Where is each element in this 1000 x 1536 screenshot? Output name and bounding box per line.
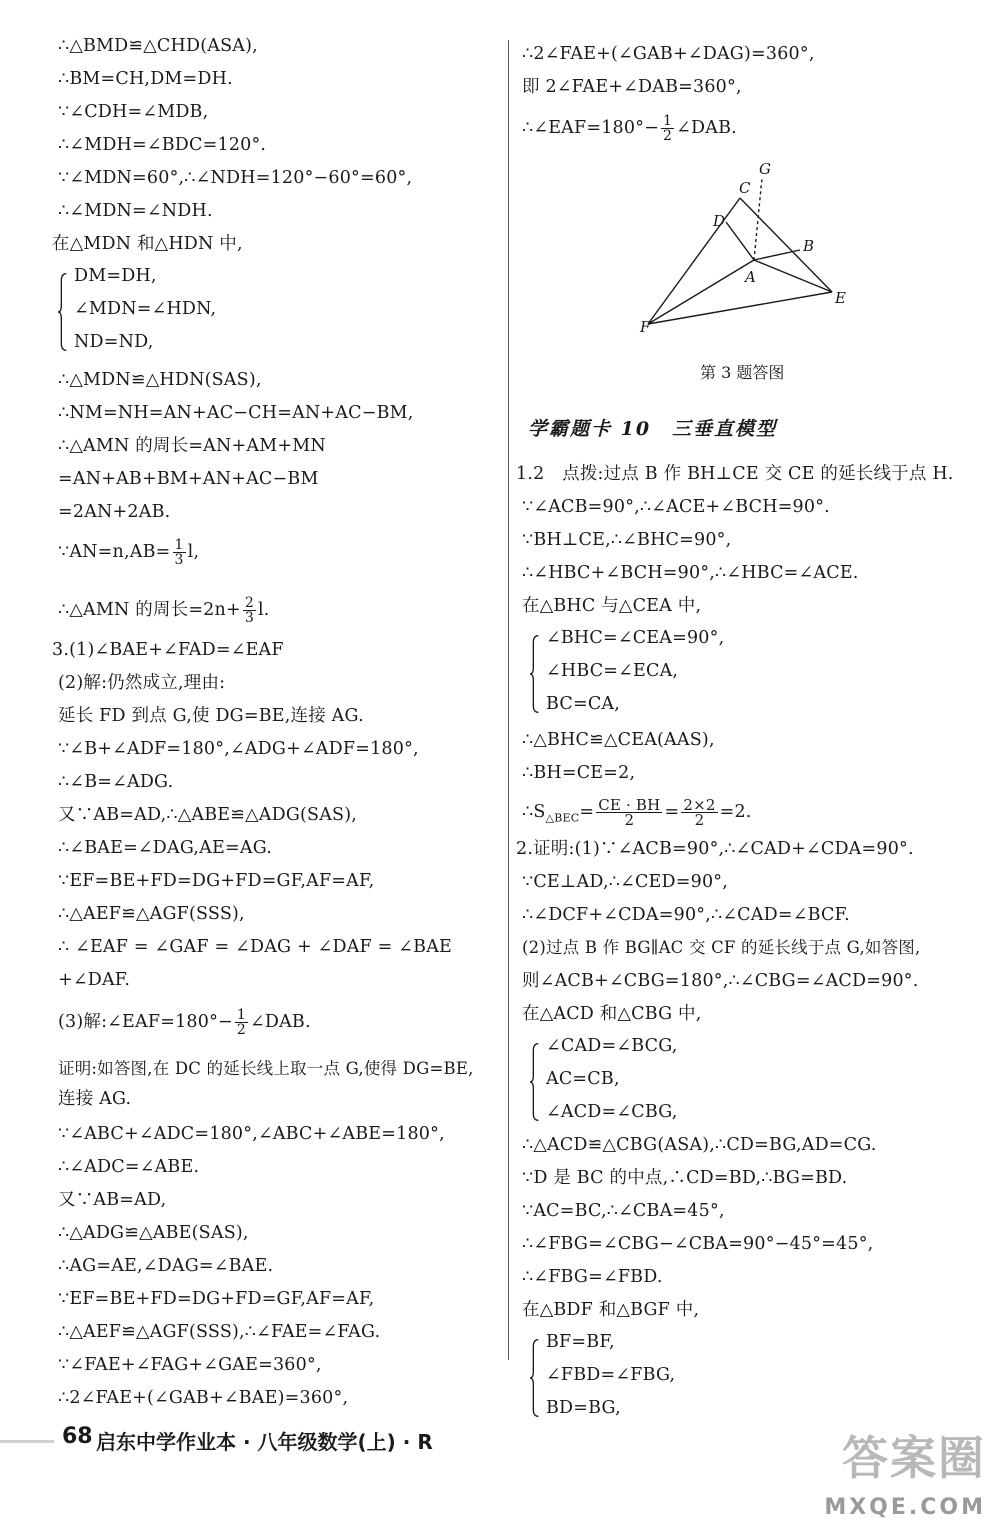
question-line: 1.2 点拨:过点 B 作 BH⊥CE 交 CE 的延长线于点 H. bbox=[516, 464, 954, 484]
fraction bbox=[661, 114, 674, 143]
label-A: A bbox=[745, 268, 756, 286]
label-C: C bbox=[739, 179, 751, 197]
text-line: ∴∠FBG=∠FBD. bbox=[522, 1267, 663, 1287]
text-line: (2)过点 B 作 BG∥AC 交 CF 的延长线于点 G,如答图, bbox=[522, 938, 921, 957]
text-line: ∴ ∠EAF = ∠GAF = ∠DAG + ∠DAF = ∠BAE bbox=[58, 937, 453, 957]
text-line: =AN+AB+BM+AN+AC−BM bbox=[58, 469, 319, 489]
text-line: 在△MDN 和△HDN 中, bbox=[52, 234, 243, 254]
text-line: ∴NM=NH=AN+AC−CH=AN+AC−BM, bbox=[58, 403, 414, 423]
left-brace-icon bbox=[530, 626, 540, 722]
numerator: 1 bbox=[663, 113, 673, 129]
page-number: 68 bbox=[62, 1424, 93, 1449]
text-line: ∵EF=BE+FD=DG+FD=GF,AF=AF, bbox=[58, 871, 375, 891]
numerator: 2×2 bbox=[683, 796, 716, 814]
text-segment: = bbox=[664, 802, 680, 822]
label-F: F bbox=[640, 318, 651, 336]
text-line: ∵∠FAE+∠FAG+∠GAE=360°, bbox=[58, 1355, 322, 1375]
denominator: 2 bbox=[663, 128, 673, 144]
numerator: CE · BH bbox=[598, 796, 661, 814]
text-segment: (3)解:∠EAF=180°− bbox=[58, 1012, 233, 1032]
book-title: 启东中学作业本 · 八年级数学(上) · R bbox=[96, 1430, 433, 1454]
fraction-line bbox=[58, 596, 270, 625]
fraction-line bbox=[522, 114, 737, 143]
column-divider bbox=[508, 40, 509, 1360]
text-line: ∴∠DCF+∠CDA=90°,∴∠CAD=∠BCF. bbox=[522, 905, 850, 925]
section-title: 学霸题卡 10 三垂直模型 bbox=[528, 418, 778, 440]
fraction-line bbox=[58, 538, 199, 567]
text-line: ∴2∠FAE+(∠GAB+∠BAE)=360°, bbox=[58, 1388, 349, 1408]
system-line: AC=CB, bbox=[546, 1069, 620, 1089]
text-line: ∵∠MDN=60°,∴∠NDH=120°−60°=60°, bbox=[58, 168, 413, 188]
text-segment: =2. bbox=[719, 802, 752, 822]
segment-CF bbox=[648, 198, 740, 324]
system-line: ∠MDN=∠HDN, bbox=[74, 299, 217, 319]
text-line: ∵CE⊥AD,∴∠CED=90°, bbox=[522, 872, 729, 892]
text-line: ∴△BMD≌△CHD(ASA), bbox=[58, 36, 258, 56]
text-line: ∵BH⊥CE,∴∠BHC=90°, bbox=[522, 530, 732, 550]
geometry-figure bbox=[630, 160, 870, 340]
text-line: (2)解:仍然成立,理由: bbox=[58, 673, 226, 693]
system-line: ∠CAD=∠BCG, bbox=[546, 1036, 678, 1056]
text-segment: ∴△AMN 的周长=2n+ bbox=[58, 600, 241, 620]
text-line: 又∵AB=AD, bbox=[58, 1190, 167, 1210]
text-line: ∴∠BAE=∠DAG,AE=AG. bbox=[58, 838, 273, 858]
label-B: B bbox=[803, 237, 815, 255]
fraction bbox=[596, 798, 662, 827]
text-line: =2AN+2AB. bbox=[58, 502, 171, 522]
segment-AB bbox=[754, 250, 800, 260]
text-line: +∠DAF. bbox=[58, 970, 131, 990]
system-line: ∠FBD=∠FBG, bbox=[546, 1365, 676, 1385]
text-segment: ∠DAB. bbox=[676, 118, 737, 138]
system-line: ∠HBC=∠ECA, bbox=[546, 661, 679, 681]
text-line: ∵∠CDH=∠MDB, bbox=[58, 102, 209, 122]
numerator: 1 bbox=[174, 537, 184, 553]
system-line: ∠BHC=∠CEA=90°, bbox=[546, 628, 725, 648]
text-line: ∵D 是 BC 的中点,∴CD=BD,∴BG=BD. bbox=[522, 1168, 848, 1188]
text-line: 在△BDF 和△BGF 中, bbox=[522, 1300, 700, 1320]
text-segment: ∴S bbox=[522, 802, 546, 822]
fraction bbox=[173, 538, 186, 567]
text-segment: ∴∠EAF=180°− bbox=[522, 118, 660, 138]
text-line: 则∠ACB+∠CBG=180°,∴∠CBG=∠ACD=90°. bbox=[522, 971, 919, 991]
segment-AE bbox=[754, 260, 832, 292]
text-line: ∴△BHC≌△CEA(AAS), bbox=[522, 730, 715, 750]
question-line: 2.证明:(1)∵∠ACB=90°,∴∠CAD+∠CDA=90°. bbox=[516, 839, 914, 859]
equation-system bbox=[530, 1330, 830, 1428]
text-line: ∴∠ADC=∠ABE. bbox=[58, 1157, 200, 1177]
watermark-url: MXQE.COM bbox=[824, 1495, 986, 1520]
numerator: 1 bbox=[236, 1007, 246, 1023]
text-line: ∴∠HBC+∠BCH=90°,∴∠HBC=∠ACE. bbox=[522, 563, 859, 583]
text-line: ∴∠MDN=∠NDH. bbox=[58, 201, 213, 221]
text-line: 延长 FD 到点 G,使 DG=BE,连接 AG. bbox=[58, 706, 364, 726]
text-segment: ∠DAB. bbox=[250, 1012, 311, 1032]
text-line: ∴△AMN 的周长=AN+AM+MN bbox=[58, 436, 326, 456]
label-G: G bbox=[759, 160, 771, 178]
fraction bbox=[235, 1008, 248, 1037]
text-line: ∵AC=BC,∴∠CBA=45°, bbox=[522, 1201, 725, 1221]
text-line: ∴2∠FAE+(∠GAB+∠DAG)=360°, bbox=[522, 44, 815, 64]
text-line: ∴BM=CH,DM=DH. bbox=[58, 69, 233, 89]
text-line: ∴△ADG≌△ABE(SAS), bbox=[58, 1223, 249, 1243]
numerator: 2 bbox=[244, 595, 254, 611]
text-segment: l. bbox=[257, 600, 270, 620]
text-line: ∵∠ACB=90°,∴∠ACE+∠BCH=90°. bbox=[522, 497, 830, 517]
subscript: △BEC bbox=[545, 811, 580, 825]
text-line: ∴∠B=∠ADG. bbox=[58, 772, 174, 792]
system-line: DM=DH, bbox=[74, 266, 157, 286]
label-D: D bbox=[713, 212, 726, 230]
equation-system bbox=[58, 264, 358, 362]
text-line: ∵∠B+∠ADF=180°,∠ADG+∠ADF=180°, bbox=[58, 739, 419, 759]
equation-system bbox=[530, 1034, 830, 1132]
left-brace-icon bbox=[530, 1034, 540, 1130]
system-line: ∠ACD=∠CBG, bbox=[546, 1102, 678, 1122]
text-line: ∴AG=AE,∠DAG=∠BAE. bbox=[58, 1256, 274, 1276]
text-segment: = bbox=[579, 802, 595, 822]
question-line: 3.(1)∠BAE+∠FAD=∠EAF bbox=[52, 640, 284, 660]
segment-DA bbox=[726, 222, 754, 260]
denominator: 2 bbox=[624, 811, 635, 829]
text-line: 在△BHC 与△CEA 中, bbox=[522, 596, 702, 616]
figure-caption: 第 3 题答图 bbox=[700, 363, 785, 382]
system-line: BF=BF, bbox=[546, 1332, 615, 1352]
text-line: 又∵AB=AD,∴△ABE≌△ADG(SAS), bbox=[58, 805, 358, 825]
system-line: BC=CA, bbox=[546, 694, 621, 714]
denominator: 3 bbox=[174, 552, 184, 568]
text-line: ∴∠MDH=∠BDC=120°. bbox=[58, 135, 267, 155]
text-line: ∴△ACD≌△CBG(ASA),∴CD=BG,AD=CG. bbox=[522, 1135, 877, 1155]
left-brace-icon bbox=[58, 264, 68, 360]
footer-rule bbox=[0, 1440, 54, 1443]
fraction bbox=[681, 798, 717, 827]
text-line: ∴BH=CE=2, bbox=[522, 763, 636, 783]
text-line: ∵EF=BE+FD=DG+FD=GF,AF=AF, bbox=[58, 1289, 375, 1309]
text-line: 连接 AG. bbox=[58, 1089, 132, 1109]
text-line: 即 2∠FAE+∠DAB=360°, bbox=[522, 77, 742, 97]
label-E: E bbox=[835, 289, 846, 307]
fraction bbox=[243, 596, 256, 625]
area-formula-line bbox=[522, 798, 752, 831]
text-line: ∴∠FBG=∠CBG−∠CBA=90°−45°=45°, bbox=[522, 1234, 874, 1254]
denominator: 2 bbox=[694, 811, 705, 829]
denominator: 3 bbox=[244, 610, 254, 626]
denominator: 2 bbox=[236, 1022, 246, 1038]
text-line: ∵∠ABC+∠ADC=180°,∠ABC+∠ABE=180°, bbox=[58, 1124, 445, 1144]
text-line: ∴△AEF≌△AGF(SSS),∴∠FAE=∠FAG. bbox=[58, 1322, 381, 1342]
text-line: 证明:如答图,在 DC 的延长线上取一点 G,使得 DG=BE, bbox=[58, 1059, 474, 1078]
text-line: 在△ACD 和△CBG 中, bbox=[522, 1004, 702, 1024]
system-line: BD=BG, bbox=[546, 1398, 621, 1418]
left-brace-icon bbox=[530, 1330, 540, 1426]
text-segment: ∵AN=n,AB= bbox=[58, 542, 171, 562]
text-line: ∴△MDN≌△HDN(SAS), bbox=[58, 370, 262, 390]
system-line: ND=ND, bbox=[74, 332, 154, 352]
fraction-line bbox=[58, 1008, 311, 1037]
text-segment: l, bbox=[187, 542, 200, 562]
text-line: ∴△AEF≌△AGF(SSS), bbox=[58, 904, 245, 924]
watermark-logo: 答案圈 bbox=[842, 1431, 986, 1485]
equation-system bbox=[530, 626, 830, 724]
